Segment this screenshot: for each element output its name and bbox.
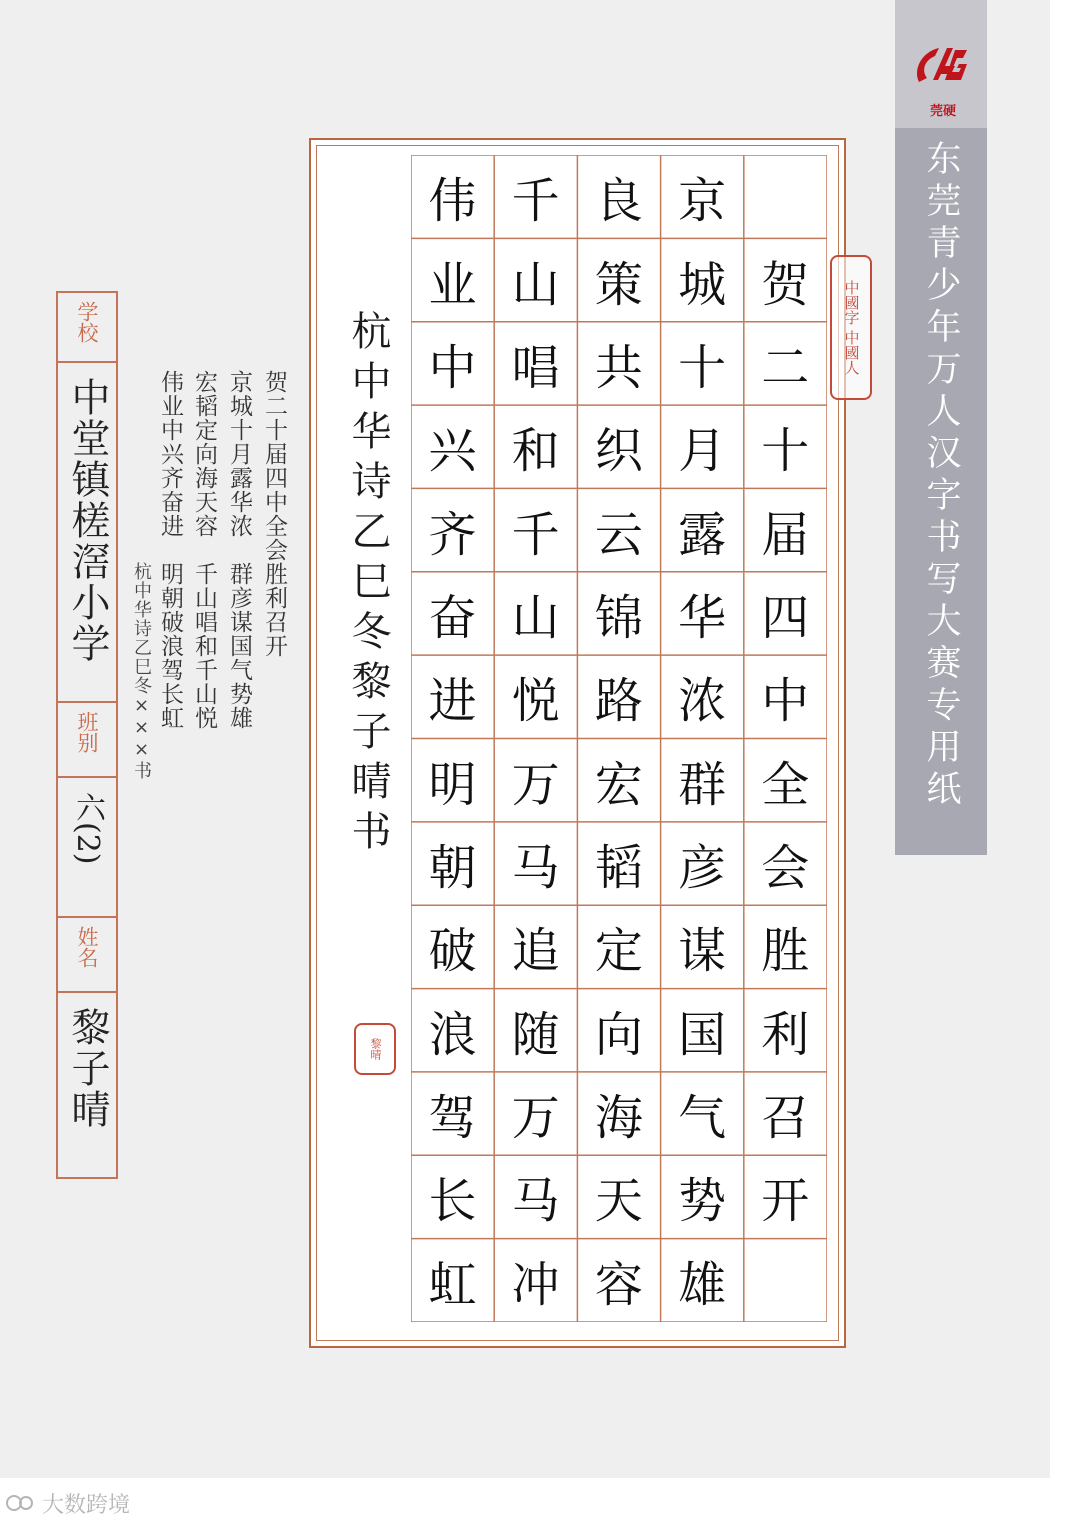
grid-cell-character: 利 [761, 1006, 810, 1063]
grid-cell-character: 驾 [428, 1090, 477, 1147]
grid-cell-character: 雄 [678, 1256, 727, 1313]
grid-cell-character: 万 [511, 1090, 560, 1147]
logo-box [895, 0, 987, 128]
grid-cell-character: 兴 [428, 423, 477, 480]
grid-column [411, 155, 494, 1322]
grid-column [494, 155, 577, 1322]
grid-cell-character: 朝 [428, 840, 477, 897]
character-grid [411, 155, 827, 1322]
school-value: 中堂镇槎滘小学 [65, 377, 110, 664]
class-label: 班别 [75, 711, 99, 753]
grid-cell-character: 势 [678, 1173, 727, 1230]
grid-cell-character: 锦 [594, 589, 643, 646]
grid-cell-character: 虹 [428, 1256, 477, 1313]
grid-cell-character: 容 [594, 1256, 643, 1313]
watermark-text: 大数跨境 [42, 1492, 131, 1518]
grid-cell-character: 破 [428, 923, 477, 980]
grid-cell-character: 城 [678, 256, 727, 313]
small-seal-stamp: 黎晴 [354, 1023, 396, 1075]
grid-column [577, 155, 660, 1322]
grid-cell-character: 国 [678, 1006, 727, 1063]
grid-cell-character: 召 [761, 1090, 810, 1147]
grid-column [661, 155, 744, 1322]
signature-text: 杭中华诗乙巳冬黎子晴书 [345, 310, 391, 860]
grid-cell-character: 中 [761, 673, 810, 730]
class-label-cell [58, 703, 116, 778]
grid-cell-character: 业 [428, 256, 477, 313]
grid-cell-character [744, 155, 827, 238]
grid-cell-character: 马 [511, 1173, 560, 1230]
grid-cell-character: 千 [511, 506, 560, 563]
grid-cell-character: 唱 [511, 339, 560, 396]
grid-cell-character: 山 [511, 589, 560, 646]
signature-column [333, 310, 403, 1140]
grid-cell-character: 路 [594, 673, 643, 730]
grid-cell-character: 露 [678, 506, 727, 563]
grid-cell-character: 奋 [428, 589, 477, 646]
grid-cell-character: 云 [594, 506, 643, 563]
grid-cell-character: 彦 [678, 840, 727, 897]
grid-cell-character: 中 [428, 339, 477, 396]
grid-cell-character: 开 [761, 1173, 810, 1230]
grid-cell-character [744, 1239, 827, 1322]
grid-cell-character: 明 [428, 756, 477, 813]
grid-cell-character: 定 [594, 923, 643, 980]
grid-cell-character: 胜 [761, 923, 810, 980]
grid-cell-character: 向 [594, 1006, 643, 1063]
grid-cell-character: 浓 [678, 673, 727, 730]
grid-cell-character: 群 [678, 756, 727, 813]
large-seal-stamp: 中國字 中國人 [830, 255, 872, 400]
contest-logo-icon [911, 42, 971, 92]
grid-cell-character: 京 [678, 173, 727, 230]
grid-cell-character: 月 [678, 423, 727, 480]
logo-text: 莞硬 [929, 104, 956, 119]
grid-cell-character: 冲 [511, 1256, 560, 1313]
school-label: 学校 [75, 301, 99, 343]
banner-title: 东莞青少年万人汉字书写大赛专用纸 [921, 140, 961, 812]
grid-cell-character: 良 [594, 173, 643, 230]
watermark [6, 1486, 130, 1520]
grid-cell-character: 悦 [511, 673, 560, 730]
watermark-logo-icon [6, 1493, 36, 1513]
reference-line: 宏韬定向海天容 千山唱和千山悦 [191, 370, 217, 730]
grid-cell-character: 万 [511, 756, 560, 813]
grid-cell-character: 宏 [594, 756, 643, 813]
school-value-cell [58, 363, 116, 703]
class-value: 六(2) [70, 792, 105, 865]
grid-cell-character: 随 [511, 1006, 560, 1063]
name-label-cell [58, 918, 116, 993]
grid-cell-character: 织 [594, 423, 643, 480]
class-value-cell [58, 778, 116, 918]
grid-cell-character: 策 [594, 256, 643, 313]
grid-cell-character: 浪 [428, 1006, 477, 1063]
grid-cell-character: 共 [594, 339, 643, 396]
grid-cell-character: 追 [511, 923, 560, 980]
reference-line: 贺二十届四中全会胜利召开 [261, 370, 287, 658]
grid-cell-character: 海 [594, 1090, 643, 1147]
grid-cell-character: 十 [761, 423, 810, 480]
grid-cell-character: 气 [678, 1090, 727, 1147]
grid-cell-character: 谋 [678, 923, 727, 980]
reference-text [122, 370, 292, 930]
reference-signature: 杭中华诗乙巳冬×××书 [131, 562, 152, 780]
name-label: 姓名 [75, 926, 99, 968]
grid-column [744, 155, 827, 1322]
name-value: 黎子晴 [65, 1007, 110, 1130]
grid-cell-character: 华 [678, 589, 727, 646]
grid-cell-character: 全 [761, 756, 810, 813]
name-value-cell [58, 993, 116, 1177]
grid-cell-character: 千 [511, 173, 560, 230]
grid-cell-character: 长 [428, 1173, 477, 1230]
grid-cell-character: 韬 [594, 840, 643, 897]
reference-line: 伟业中兴齐奋进 明朝破浪驾长虹 [157, 370, 183, 730]
grid-cell-character: 齐 [428, 506, 477, 563]
contest-banner [895, 0, 987, 855]
grid-cell-character: 山 [511, 256, 560, 313]
grid-cell-character: 会 [761, 840, 810, 897]
grid-cell-character: 贺 [761, 256, 810, 313]
school-label-cell [58, 293, 116, 363]
reference-line: 京城十月露华浓 群彦谋国气势雄 [226, 370, 252, 730]
grid-cell-character: 十 [678, 339, 727, 396]
grid-cell-character: 天 [594, 1173, 643, 1230]
grid-cell-character: 二 [761, 339, 810, 396]
student-info-box [56, 291, 118, 1179]
grid-cell-character: 伟 [428, 173, 477, 230]
grid-cell-character: 四 [761, 589, 810, 646]
grid-cell-character: 届 [761, 506, 810, 563]
grid-cell-character: 进 [428, 673, 477, 730]
grid-cell-character: 和 [511, 423, 560, 480]
grid-cell-character: 马 [511, 840, 560, 897]
